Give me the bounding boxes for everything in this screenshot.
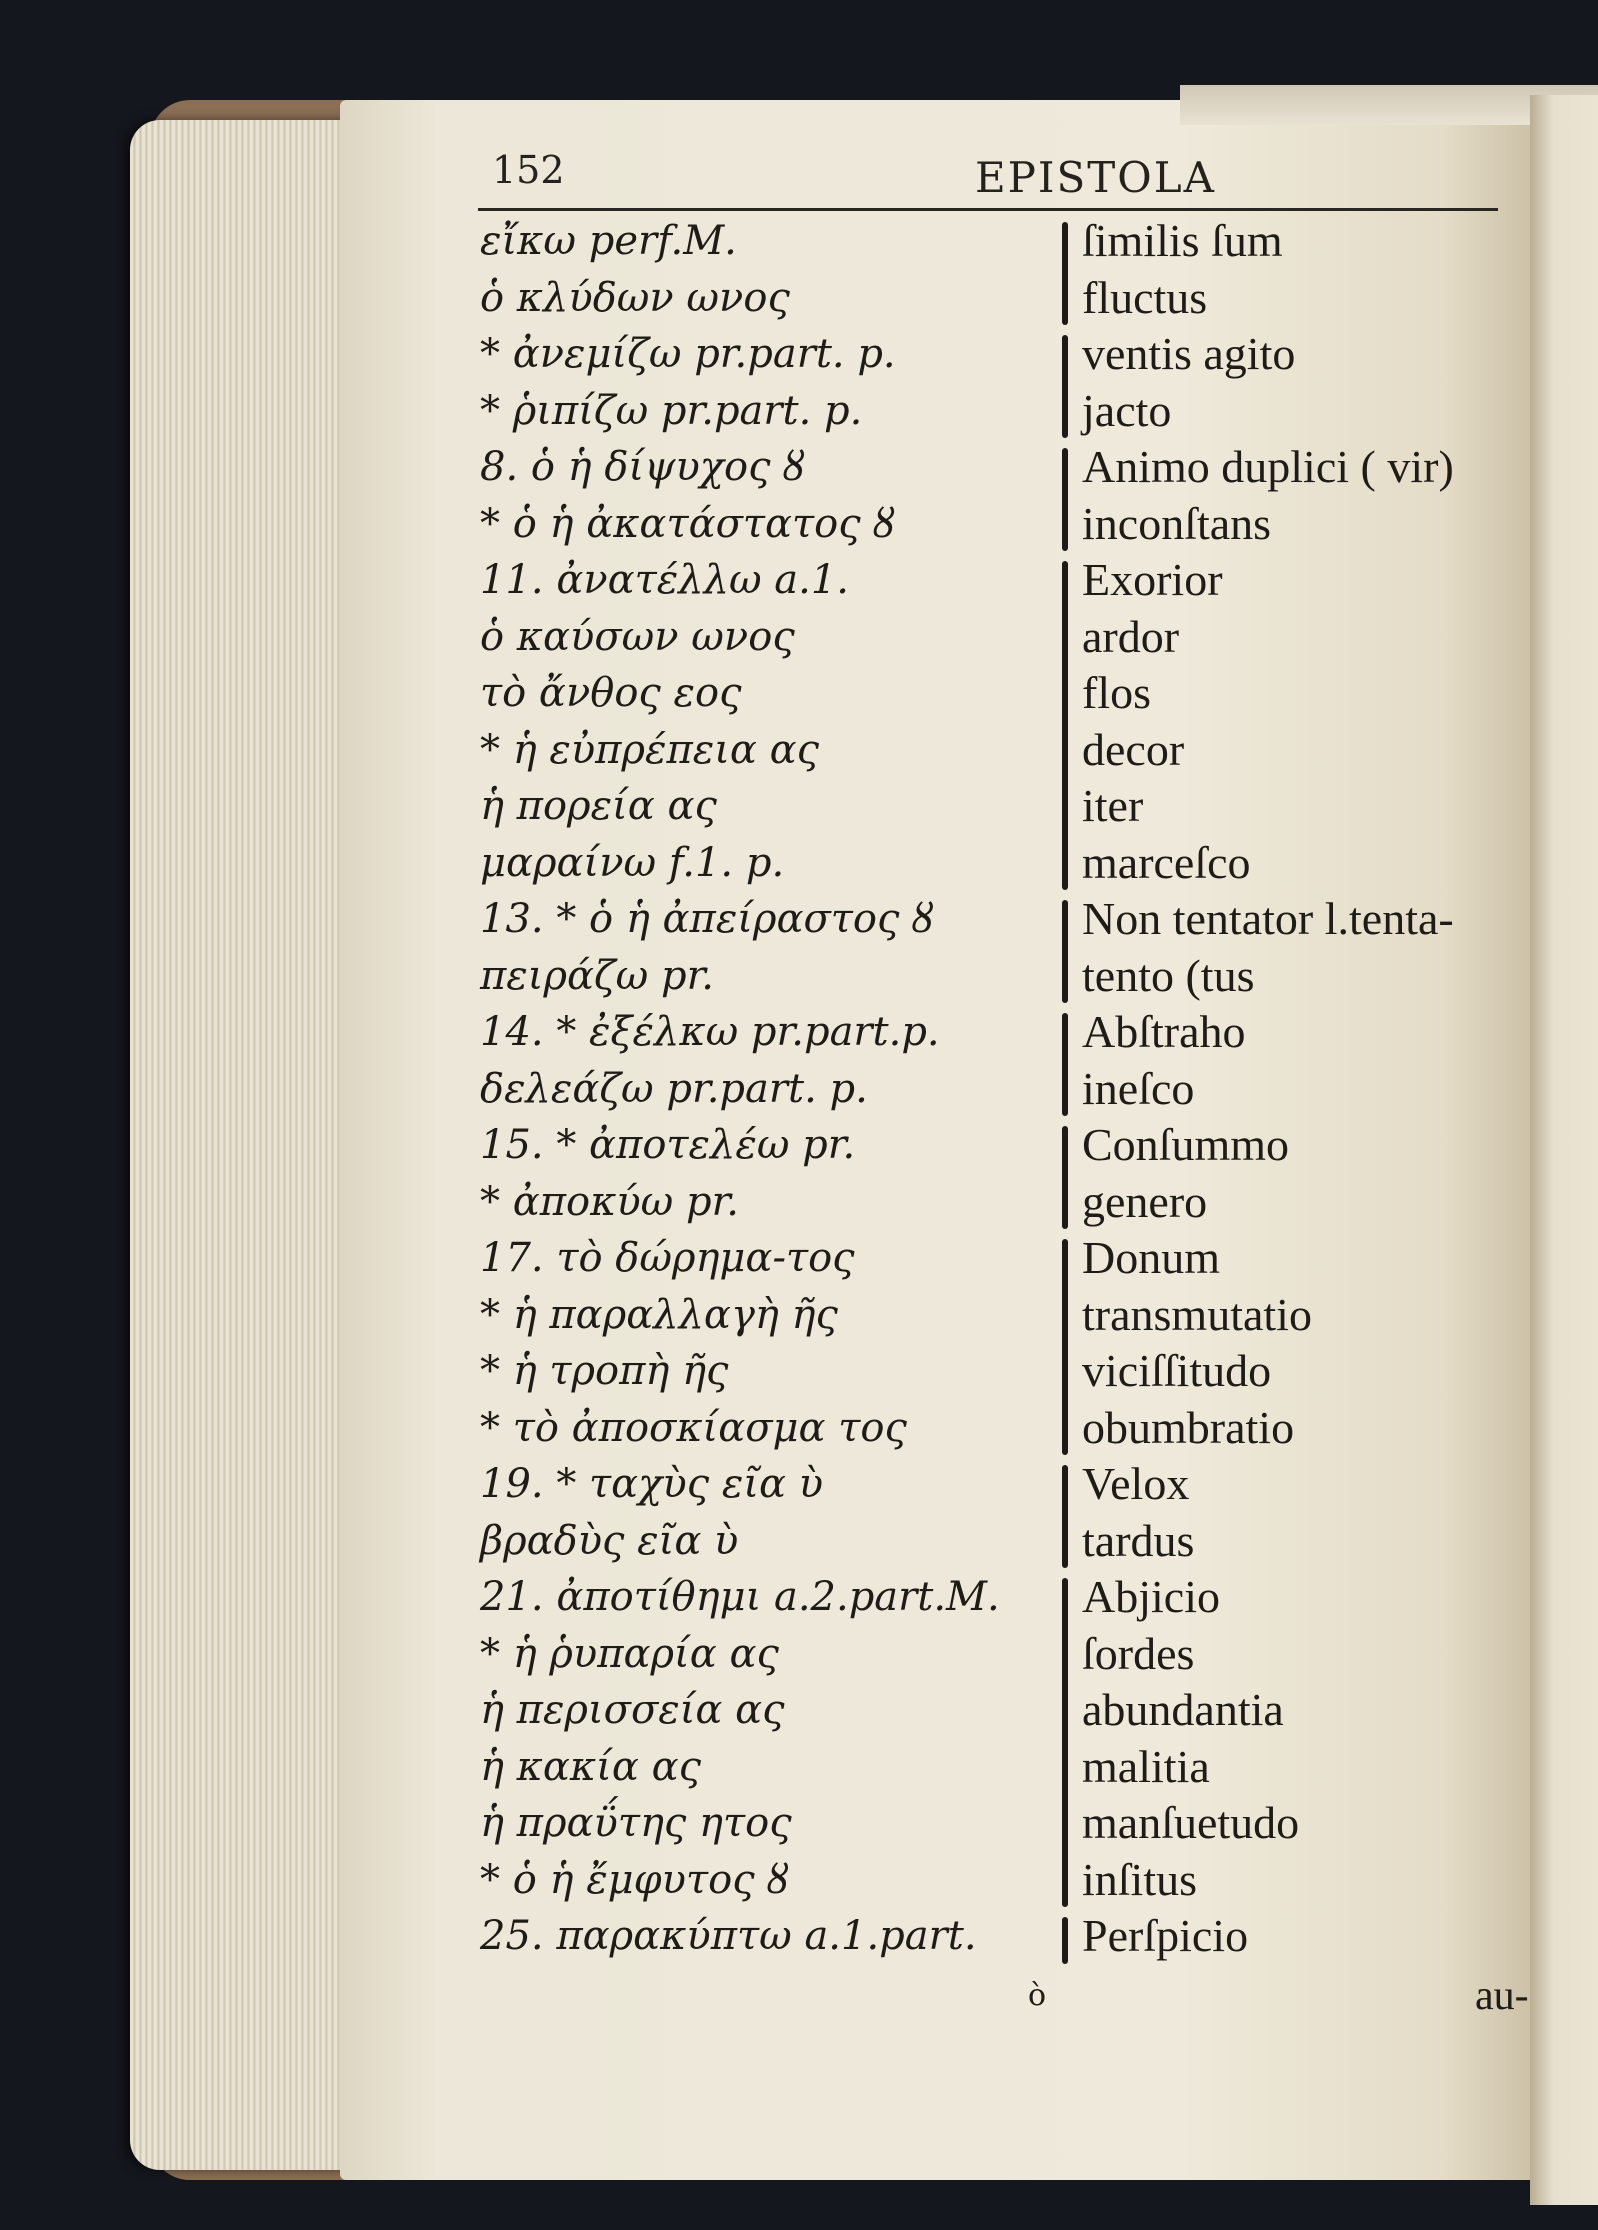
facing-page-edge [1530, 95, 1598, 2205]
greek-term: μαραίνω f.1. p. [480, 839, 785, 886]
latin-gloss: inconſtans [1082, 497, 1272, 549]
greek-term: τὸ ἄνθος εος [480, 670, 742, 716]
greek-term: * ἡ εὐπρέπεια ας [480, 726, 820, 773]
latin-gloss: Velox [1082, 1458, 1190, 1509]
greek-term: 17. τὸ δώρημα-τος [480, 1235, 855, 1281]
latin-gloss: Exorior [1082, 554, 1223, 605]
column-divider [1062, 222, 1068, 325]
greek-term: 14. * ἐξέλκω pr.part.p. [480, 1009, 940, 1055]
column-divider [1062, 1917, 1068, 1964]
greek-term: * ὁ ἡ ἀκατάστατος ȣ [480, 500, 896, 547]
latin-gloss: ſimilis ſum [1082, 215, 1283, 266]
greek-term: * ἡ παραλλαγὴ ῆς [480, 1291, 838, 1338]
latin-gloss: Abſtraho [1082, 1006, 1246, 1057]
latin-gloss: Animo duplici ( vir) [1082, 441, 1454, 492]
latin-gloss: ventis agito [1082, 328, 1296, 379]
greek-term: ἡ πραΰτης ητος [480, 1800, 792, 1846]
greek-term: * ῥιπίζω pr.part. p. [480, 387, 863, 434]
running-title: EPISTOLA [975, 153, 1216, 202]
greek-term: 8. ὁ ἡ δίψυχος ȣ [480, 444, 806, 490]
latin-gloss: fluctus [1082, 271, 1208, 323]
greek-term: * ἡ τροπὴ ῆς [480, 1348, 729, 1394]
latin-gloss: ardor [1082, 610, 1180, 662]
latin-gloss: genero [1082, 1175, 1208, 1227]
catchword: au- [1475, 1973, 1529, 2019]
greek-term: * ἀνεμίζω pr.part. p. [480, 331, 896, 377]
greek-term: πειράζω pr. [480, 952, 715, 999]
latin-gloss: transmutatio [1082, 1288, 1312, 1340]
latin-gloss: viciſſitudo [1082, 1345, 1272, 1396]
greek-term: 13. * ὁ ἡ ἀπείραστος ȣ [480, 896, 935, 942]
latin-gloss: Perſpicio [1082, 1910, 1249, 1961]
greek-term: 25. παρακύπτω a.1.part. [480, 1913, 977, 1959]
latin-gloss: inſitus [1082, 1853, 1198, 1905]
greek-term: 15. * ἀποτελέω pr. [480, 1122, 856, 1168]
latin-gloss: malitia [1082, 1740, 1210, 1792]
latin-gloss: ineſco [1082, 1062, 1195, 1114]
column-divider [1062, 1578, 1068, 1907]
greek-term: 11. ἀνατέλλω a.1. [480, 557, 850, 603]
latin-gloss: jacto [1082, 384, 1172, 436]
greek-term: * ὁ ἡ ἔμφυτος ȣ [480, 1856, 790, 1903]
greek-term: ἡ περισσεία ας [480, 1687, 785, 1733]
latin-gloss: Abjicio [1082, 1571, 1220, 1622]
page-block-edge [130, 120, 370, 2170]
latin-gloss: marceſco [1082, 836, 1251, 888]
greek-term: βραδὺς εῖα ὺ [480, 1517, 739, 1564]
latin-gloss: flos [1082, 667, 1151, 718]
greek-term: ὁ κλύδων ωνος [480, 274, 790, 321]
latin-gloss: obumbratio [1082, 1401, 1295, 1453]
latin-gloss: Non tentator l.tenta- [1082, 893, 1454, 944]
greek-term: ἡ κακία ας [480, 1743, 701, 1790]
latin-gloss: manſuetudo [1082, 1797, 1300, 1848]
column-divider [1062, 448, 1068, 551]
latin-gloss: abundantia [1082, 1684, 1284, 1735]
latin-gloss: decor [1082, 723, 1185, 775]
greek-term: ἡ πορεία ας [480, 783, 717, 829]
signature-mark: ò [1028, 1978, 1047, 2013]
column-divider [1062, 900, 1068, 1003]
latin-gloss: Conſummo [1082, 1119, 1290, 1170]
latin-gloss: ſordes [1082, 1627, 1195, 1679]
column-divider [1062, 1465, 1068, 1568]
column-divider [1062, 335, 1068, 438]
greek-term: 19. * ταχὺς εῖα ὺ [480, 1461, 824, 1507]
greek-term: * ἀποκύω pr. [480, 1178, 740, 1225]
greek-term: εἴκω perf.M. [480, 218, 737, 264]
latin-gloss: tento (tus [1082, 949, 1255, 1001]
greek-term: * τὸ ἀποσκίασμα τος [480, 1404, 907, 1451]
column-divider [1062, 1013, 1068, 1116]
greek-term: δελεάζω pr.part. p. [480, 1065, 868, 1112]
column-divider [1062, 1126, 1068, 1229]
column-divider [1062, 1239, 1068, 1455]
latin-gloss: tardus [1082, 1514, 1195, 1566]
greek-term: * ἡ ῥυπαρία ας [480, 1630, 779, 1677]
latin-gloss: iter [1082, 780, 1144, 831]
column-divider [1062, 561, 1068, 890]
page-number: 152 [492, 148, 565, 192]
latin-gloss: Donum [1082, 1232, 1220, 1283]
header-rule [478, 208, 1498, 211]
greek-term: 21. ἀποτίθημι a.2.part.M. [480, 1574, 1000, 1620]
greek-term: ὁ καύσων ωνος [480, 613, 795, 660]
